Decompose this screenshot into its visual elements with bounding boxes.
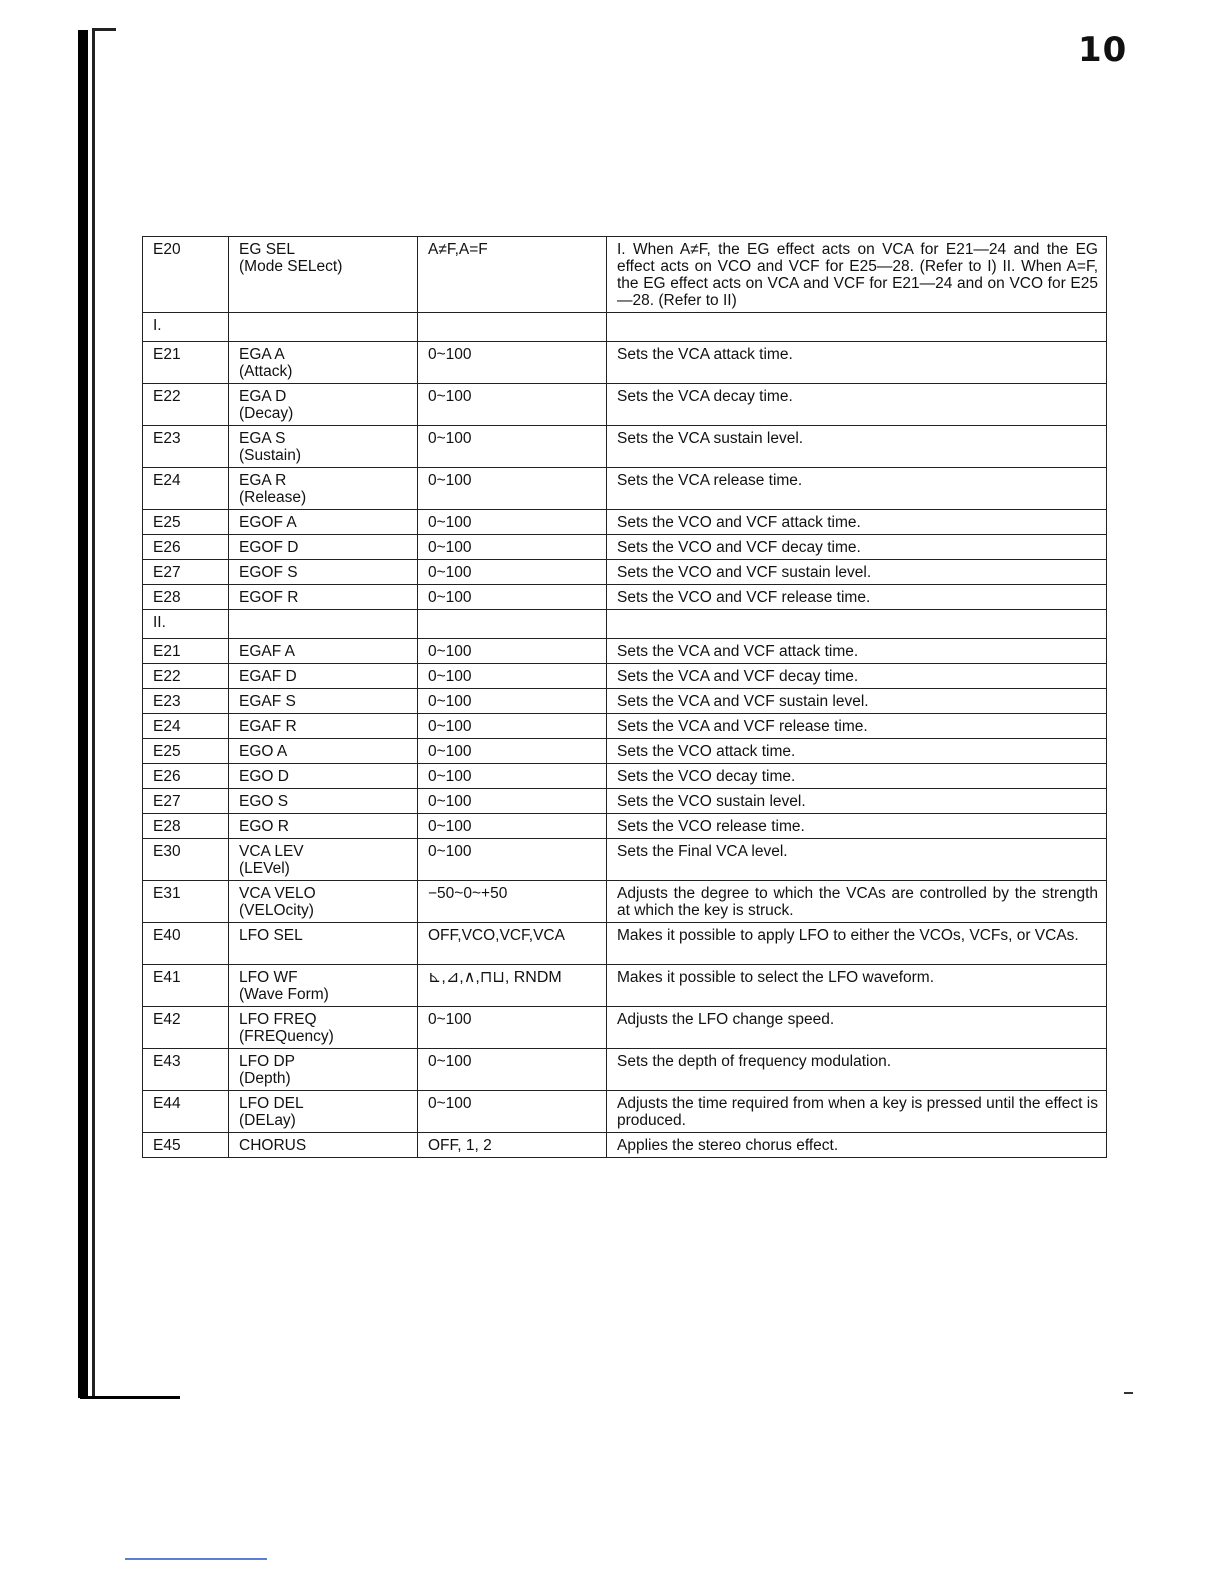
table-row — [143, 1091, 1107, 1133]
param-code: E21 — [143, 639, 229, 664]
binding-edge — [78, 30, 88, 1398]
param-description: Sets the VCO and VCF decay time. — [607, 535, 1107, 560]
param-fullname: (Mode SELect) — [239, 258, 343, 275]
binding-edge-inner — [92, 30, 95, 1398]
table-row — [143, 535, 1107, 560]
table-row — [143, 881, 1107, 923]
param-range: OFF,VCO,VCF,VCA — [418, 923, 607, 965]
param-name: LFO SEL — [239, 927, 303, 944]
param-name: EGAF R — [239, 718, 297, 735]
param-code: E22 — [143, 384, 229, 426]
param-description: Sets the VCO release time. — [607, 814, 1107, 839]
param-range: 0~100 — [418, 510, 607, 535]
table-row — [143, 426, 1107, 468]
param-range: 0~100 — [418, 689, 607, 714]
section-row — [143, 610, 1107, 639]
param-range: 0~100 — [418, 814, 607, 839]
param-description: Sets the VCA sustain level. — [607, 426, 1107, 468]
param-code: E43 — [143, 1049, 229, 1091]
param-range: 0~100 — [418, 585, 607, 610]
empty-cell — [418, 610, 607, 639]
param-name: EGA S — [239, 430, 286, 447]
param-code: E31 — [143, 881, 229, 923]
param-range: 0~100 — [418, 1049, 607, 1091]
param-name: LFO FREQ — [239, 1011, 317, 1028]
param-name-cell — [229, 965, 418, 1007]
param-name: LFO DP — [239, 1053, 295, 1070]
param-fullname: (Attack) — [239, 363, 293, 380]
param-description: Sets the VCA and VCF attack time. — [607, 639, 1107, 664]
param-code: E40 — [143, 923, 229, 965]
section-label: II. — [143, 610, 229, 639]
binding-corner-bottom — [80, 1396, 180, 1399]
table-row — [143, 764, 1107, 789]
param-name: EGO A — [239, 743, 288, 760]
param-description: Sets the VCA decay time. — [607, 384, 1107, 426]
param-fullname: (DELay) — [239, 1112, 296, 1129]
param-fullname: (FREQuency) — [239, 1028, 334, 1045]
table-row — [143, 923, 1107, 965]
table-row — [143, 384, 1107, 426]
param-name: EGO D — [239, 768, 289, 785]
param-name-cell — [229, 739, 418, 764]
param-range: 0~100 — [418, 426, 607, 468]
param-name-cell — [229, 923, 418, 965]
param-name-cell — [229, 468, 418, 510]
param-fullname: (Decay) — [239, 405, 294, 422]
param-name-cell — [229, 426, 418, 468]
scan-mark — [1124, 1392, 1133, 1394]
page-number: 10 — [1078, 30, 1128, 70]
param-name-cell — [229, 237, 418, 313]
param-name-cell — [229, 789, 418, 814]
param-name-cell — [229, 1091, 418, 1133]
param-name: EGOF S — [239, 564, 298, 581]
param-name: EGAF A — [239, 643, 295, 660]
table-row — [143, 1007, 1107, 1049]
param-code: E25 — [143, 510, 229, 535]
param-name: EGA D — [239, 388, 287, 405]
param-description: Sets the VCO attack time. — [607, 739, 1107, 764]
param-fullname: (VELOcity) — [239, 902, 314, 919]
param-name: EG SEL — [239, 241, 295, 258]
param-code: E23 — [143, 689, 229, 714]
param-code: E20 — [143, 237, 229, 313]
table-row — [143, 342, 1107, 384]
empty-cell — [607, 610, 1107, 639]
param-name-cell — [229, 510, 418, 535]
param-fullname: (Release) — [239, 489, 307, 506]
param-code: E27 — [143, 789, 229, 814]
table-row — [143, 585, 1107, 610]
param-range: 0~100 — [418, 1007, 607, 1049]
param-range: 0~100 — [418, 535, 607, 560]
param-name: LFO DEL — [239, 1095, 304, 1112]
param-name: EGAF D — [239, 668, 297, 685]
table-row — [143, 468, 1107, 510]
param-name: VCA LEV — [239, 843, 304, 860]
table-row — [143, 1049, 1107, 1091]
param-description: Sets the VCO decay time. — [607, 764, 1107, 789]
param-description: I. When A≠F, the EG effect acts on VCA for E21—24 and the EG effect acts on VCO and VCF for E25—28. (Refer to I) II. When A=F, the EG effect acts on VCA and VCF for E21—24 and on VCO for E25—28. (Refer to II) — [607, 237, 1107, 313]
param-name-cell — [229, 535, 418, 560]
section-label: I. — [143, 313, 229, 342]
param-name-cell — [229, 1049, 418, 1091]
param-code: E24 — [143, 468, 229, 510]
param-range: 0~100 — [418, 714, 607, 739]
param-name: EGOF R — [239, 589, 299, 606]
param-range: 0~100 — [418, 639, 607, 664]
param-description: Adjusts the degree to which the VCAs are controlled by the strength at which the key is struck. — [607, 881, 1107, 923]
param-name: EGO S — [239, 793, 289, 810]
param-description: Makes it possible to apply LFO to either the VCOs, VCFs, or VCAs. — [607, 923, 1107, 965]
param-name-cell — [229, 664, 418, 689]
param-range: ⊾,⊿,∧,⊓⊔, RNDM — [418, 965, 607, 1007]
table-row — [143, 510, 1107, 535]
param-name: VCA VELO — [239, 885, 316, 902]
empty-cell — [607, 313, 1107, 342]
table-row — [143, 789, 1107, 814]
param-code: E22 — [143, 664, 229, 689]
table-row — [143, 560, 1107, 585]
param-range: 0~100 — [418, 342, 607, 384]
param-range: OFF, 1, 2 — [418, 1133, 607, 1158]
param-range: 0~100 — [418, 384, 607, 426]
param-fullname: (Sustain) — [239, 447, 302, 464]
param-description: Sets the Final VCA level. — [607, 839, 1107, 881]
param-name-cell — [229, 342, 418, 384]
param-name-cell — [229, 764, 418, 789]
param-name-cell — [229, 881, 418, 923]
param-description: Sets the VCO and VCF sustain level. — [607, 560, 1107, 585]
param-code: E21 — [143, 342, 229, 384]
param-fullname: (Depth) — [239, 1070, 291, 1087]
param-code: E26 — [143, 535, 229, 560]
empty-cell — [229, 610, 418, 639]
param-range: 0~100 — [418, 789, 607, 814]
param-name-cell — [229, 1007, 418, 1049]
param-name-cell — [229, 560, 418, 585]
param-name: EGOF D — [239, 539, 299, 556]
binding-corner-top — [92, 28, 116, 31]
param-range: 0~100 — [418, 764, 607, 789]
section-row — [143, 313, 1107, 342]
param-range: 0~100 — [418, 1091, 607, 1133]
param-code: E28 — [143, 814, 229, 839]
param-description: Sets the VCO and VCF attack time. — [607, 510, 1107, 535]
param-code: E26 — [143, 764, 229, 789]
param-code: E30 — [143, 839, 229, 881]
table-row — [143, 965, 1107, 1007]
param-code: E23 — [143, 426, 229, 468]
param-name: LFO WF — [239, 969, 298, 986]
param-name-cell — [229, 839, 418, 881]
param-name: EGOF A — [239, 514, 297, 531]
param-description: Sets the VCA and VCF sustain level. — [607, 689, 1107, 714]
param-name: EGA A — [239, 346, 285, 363]
param-description: Applies the stereo chorus effect. — [607, 1133, 1107, 1158]
param-description: Sets the VCO sustain level. — [607, 789, 1107, 814]
param-fullname: (LEVel) — [239, 860, 290, 877]
table-row — [143, 839, 1107, 881]
param-range: 0~100 — [418, 664, 607, 689]
param-fullname: (Wave Form) — [239, 986, 329, 1003]
param-name-cell — [229, 814, 418, 839]
param-code: E25 — [143, 739, 229, 764]
param-name-cell — [229, 714, 418, 739]
param-name-cell — [229, 1133, 418, 1158]
table-row — [143, 739, 1107, 764]
param-name: EGAF S — [239, 693, 296, 710]
param-code: E41 — [143, 965, 229, 1007]
param-name: EGO R — [239, 818, 289, 835]
param-description: Sets the VCO and VCF release time. — [607, 585, 1107, 610]
table-row — [143, 689, 1107, 714]
param-code: E45 — [143, 1133, 229, 1158]
empty-cell — [229, 313, 418, 342]
param-description: Sets the VCA and VCF decay time. — [607, 664, 1107, 689]
param-description: Sets the VCA release time. — [607, 468, 1107, 510]
param-name-cell — [229, 384, 418, 426]
param-name: CHORUS — [239, 1137, 307, 1154]
param-description: Adjusts the time required from when a key is pressed until the effect is produced. — [607, 1091, 1107, 1133]
param-range: 0~100 — [418, 468, 607, 510]
param-name-cell — [229, 585, 418, 610]
footer-rule — [125, 1558, 267, 1560]
table-row — [143, 814, 1107, 839]
param-name: EGA R — [239, 472, 287, 489]
param-code: E24 — [143, 714, 229, 739]
param-range: 0~100 — [418, 739, 607, 764]
param-description: Sets the VCA and VCF release time. — [607, 714, 1107, 739]
param-description: Adjusts the LFO change speed. — [607, 1007, 1107, 1049]
param-description: Sets the depth of frequency modulation. — [607, 1049, 1107, 1091]
param-description: Sets the VCA attack time. — [607, 342, 1107, 384]
param-code: E44 — [143, 1091, 229, 1133]
table-row — [143, 639, 1107, 664]
param-code: E42 — [143, 1007, 229, 1049]
table-row — [143, 237, 1107, 313]
param-code: E28 — [143, 585, 229, 610]
table-row — [143, 664, 1107, 689]
param-name-cell — [229, 639, 418, 664]
table-row — [143, 1133, 1107, 1158]
param-name-cell — [229, 689, 418, 714]
param-range: 0~100 — [418, 560, 607, 585]
table-row — [143, 714, 1107, 739]
param-range: −50~0~+50 — [418, 881, 607, 923]
param-description: Makes it possible to select the LFO waveform. — [607, 965, 1107, 1007]
param-range: 0~100 — [418, 839, 607, 881]
param-range: A≠F,A=F — [418, 237, 607, 313]
empty-cell — [418, 313, 607, 342]
parameter-table — [142, 236, 1107, 1158]
param-code: E27 — [143, 560, 229, 585]
